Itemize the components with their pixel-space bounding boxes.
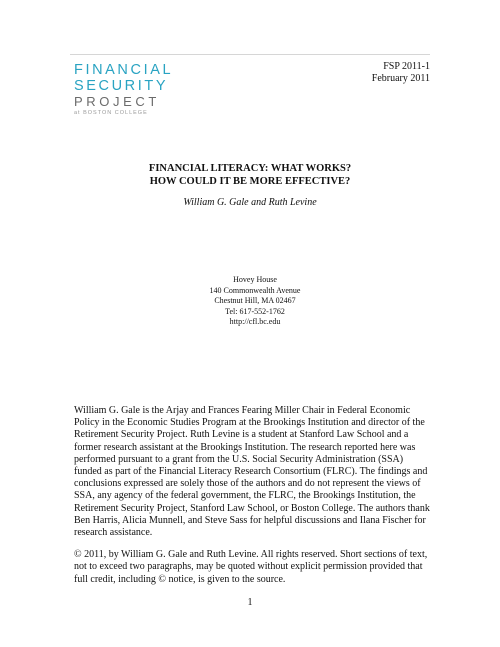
address-phone: Tel: 617-552-1762 (225, 306, 285, 316)
address-city: Chestnut Hill, MA 02467 (214, 296, 296, 305)
logo-line-security: SECURITY (74, 78, 169, 94)
paper-authors: William G. Gale and Ruth Levine (183, 197, 317, 208)
body-text (74, 405, 430, 586)
financial-security-project-logo (74, 62, 173, 117)
author-bio-paragraph: William G. Gale is the Arjay and Frances Fearing Miller Chair in Federal Economic Policy in the Economic Studies Program at the Brookings Institution and director of the Retirement Security Project. Ruth Levine is a student at Stanford Law School and a former research assistant at the Brookings Institution. The research reported here was performed pursuant to a grant from the U.S. Social Security Administration (SSA) funded as part of the Financial Literacy Research Consortium (FLRC). The findings and conclusions expressed are solely those of the authors and do not represent the views of SSA, any agency of the federal government, the FLRC, the Brookings Institution, the Retirement Security Project, Stanford Law School, or Boston College. The authors thank Ben Harris, Alicia Munnell, and Steve Sass for helpful discussions and Ilana Fischer for research assistance. (74, 405, 430, 539)
document-number: FSP 2011-1 (383, 61, 430, 72)
title-line-2: HOW COULD IT BE MORE EFFECTIVE? (149, 176, 351, 187)
logo-line-boston-college: at BOSTON COLLEGE (74, 110, 148, 116)
logo-line-project: PROJECT (74, 94, 160, 109)
address-website: http://cfl.bc.edu (229, 317, 281, 326)
paper-title (0, 162, 500, 188)
page-number: 1 (247, 597, 253, 608)
logo-line-financial: FINANCIAL (74, 62, 174, 78)
address-building: Hovey House (233, 275, 277, 284)
address-street: 140 Commonwealth Avenue (209, 285, 301, 295)
title-line-1: FINANCIAL LITERACY: WHAT WORKS? (148, 163, 352, 174)
copyright-paragraph: © 2011, by William G. Gale and Ruth Levine. All rights reserved. Short sections of text, not to exceed two paragraphs, may be quoted without explicit permission provided that full credit, including © notice, is given to the source. (74, 549, 428, 585)
header-rule (70, 54, 430, 55)
document-number-block (372, 61, 430, 85)
address-block (200, 275, 310, 328)
document-date: February 2011 (371, 73, 430, 84)
